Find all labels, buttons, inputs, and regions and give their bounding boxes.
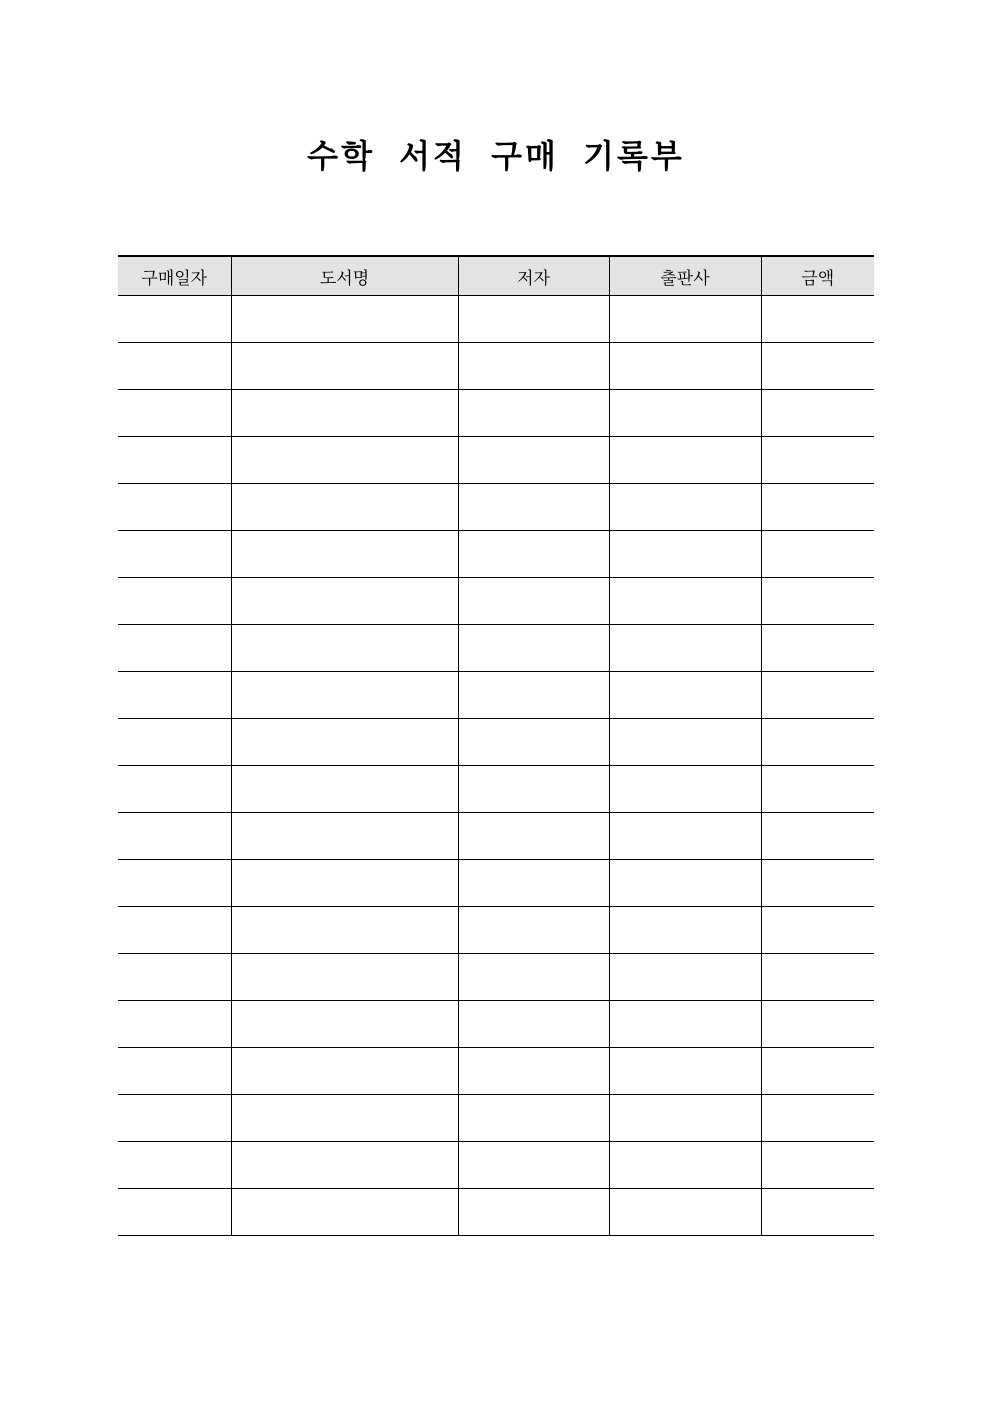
author-cell xyxy=(458,343,609,390)
author-cell xyxy=(458,1189,609,1236)
purchase-date-cell xyxy=(118,1142,231,1189)
table-row xyxy=(118,531,874,578)
table-row xyxy=(118,296,874,343)
author-cell xyxy=(458,860,609,907)
purchase-date-cell xyxy=(118,343,231,390)
purchase-date-cell xyxy=(118,390,231,437)
amount-cell xyxy=(761,437,874,484)
table-row xyxy=(118,1142,874,1189)
purchase-date-cell xyxy=(118,296,231,343)
table-row xyxy=(118,860,874,907)
book-title-cell xyxy=(231,437,458,484)
amount-cell xyxy=(761,1142,874,1189)
book-title-cell xyxy=(231,907,458,954)
book-title-cell xyxy=(231,625,458,672)
author-cell xyxy=(458,578,609,625)
publisher-cell xyxy=(609,296,761,343)
book-title-cell xyxy=(231,672,458,719)
publisher-cell xyxy=(609,813,761,860)
publisher-cell xyxy=(609,766,761,813)
table-row xyxy=(118,390,874,437)
amount-cell xyxy=(761,343,874,390)
purchase-date-cell xyxy=(118,860,231,907)
amount-cell xyxy=(761,813,874,860)
book-title-cell xyxy=(231,390,458,437)
book-title-cell xyxy=(231,719,458,766)
publisher-cell xyxy=(609,578,761,625)
publisher-cell xyxy=(609,907,761,954)
publisher-cell xyxy=(609,484,761,531)
purchase-date-cell xyxy=(118,531,231,578)
book-title-cell xyxy=(231,766,458,813)
author-cell xyxy=(458,437,609,484)
table-header-row xyxy=(118,256,874,296)
purchase-date-cell xyxy=(118,954,231,1001)
table-row xyxy=(118,766,874,813)
author-cell xyxy=(458,813,609,860)
book-title-cell xyxy=(231,484,458,531)
amount-cell xyxy=(761,296,874,343)
book-title-cell xyxy=(231,860,458,907)
author-cell xyxy=(458,296,609,343)
amount-cell xyxy=(761,390,874,437)
author-cell xyxy=(458,625,609,672)
table-row xyxy=(118,813,874,860)
column-header-amount: 금액 xyxy=(761,256,874,296)
table-row xyxy=(118,343,874,390)
purchase-date-cell xyxy=(118,437,231,484)
amount-cell xyxy=(761,719,874,766)
table-body xyxy=(118,296,874,1236)
page-title: 수학 서적 구매 기록부 xyxy=(307,137,685,175)
amount-cell xyxy=(761,578,874,625)
publisher-cell xyxy=(609,437,761,484)
purchase-date-cell xyxy=(118,625,231,672)
table-row xyxy=(118,719,874,766)
book-title-cell xyxy=(231,1048,458,1095)
author-cell xyxy=(458,390,609,437)
publisher-cell xyxy=(609,1048,761,1095)
table-row xyxy=(118,907,874,954)
purchase-date-cell xyxy=(118,719,231,766)
publisher-cell xyxy=(609,1001,761,1048)
table-row xyxy=(118,954,874,1001)
author-cell xyxy=(458,484,609,531)
column-header-author: 저자 xyxy=(458,256,609,296)
table-row xyxy=(118,1001,874,1048)
column-header-publisher: 출판사 xyxy=(609,256,761,296)
publisher-cell xyxy=(609,531,761,578)
column-header-purchase-date: 구매일자 xyxy=(118,256,231,296)
publisher-cell xyxy=(609,1095,761,1142)
publisher-cell xyxy=(609,1142,761,1189)
table-row xyxy=(118,672,874,719)
publisher-cell xyxy=(609,860,761,907)
purchase-date-cell xyxy=(118,1048,231,1095)
amount-cell xyxy=(761,766,874,813)
amount-cell xyxy=(761,625,874,672)
table-row xyxy=(118,484,874,531)
amount-cell xyxy=(761,1048,874,1095)
book-title-cell xyxy=(231,1189,458,1236)
publisher-cell xyxy=(609,719,761,766)
book-title-cell xyxy=(231,1142,458,1189)
author-cell xyxy=(458,672,609,719)
column-header-book-title: 도서명 xyxy=(231,256,458,296)
author-cell xyxy=(458,1001,609,1048)
purchase-date-cell xyxy=(118,1001,231,1048)
purchase-date-cell xyxy=(118,672,231,719)
amount-cell xyxy=(761,954,874,1001)
publisher-cell xyxy=(609,672,761,719)
publisher-cell xyxy=(609,343,761,390)
purchase-date-cell xyxy=(118,1095,231,1142)
table-row xyxy=(118,578,874,625)
author-cell xyxy=(458,1048,609,1095)
book-title-cell xyxy=(231,813,458,860)
book-title-cell xyxy=(231,578,458,625)
author-cell xyxy=(458,1142,609,1189)
amount-cell xyxy=(761,1001,874,1048)
purchase-date-cell xyxy=(118,1189,231,1236)
purchase-date-cell xyxy=(118,907,231,954)
purchase-date-cell xyxy=(118,578,231,625)
amount-cell xyxy=(761,1189,874,1236)
publisher-cell xyxy=(609,390,761,437)
purchase-date-cell xyxy=(118,484,231,531)
book-title-cell xyxy=(231,531,458,578)
book-title-cell xyxy=(231,1095,458,1142)
table-row xyxy=(118,1095,874,1142)
purchase-date-cell xyxy=(118,813,231,860)
amount-cell xyxy=(761,672,874,719)
author-cell xyxy=(458,766,609,813)
author-cell xyxy=(458,531,609,578)
amount-cell xyxy=(761,1095,874,1142)
author-cell xyxy=(458,954,609,1001)
author-cell xyxy=(458,1095,609,1142)
amount-cell xyxy=(761,531,874,578)
purchase-record-table xyxy=(118,255,874,1236)
table-row xyxy=(118,625,874,672)
amount-cell xyxy=(761,860,874,907)
author-cell xyxy=(458,907,609,954)
publisher-cell xyxy=(609,954,761,1001)
purchase-date-cell xyxy=(118,766,231,813)
amount-cell xyxy=(761,907,874,954)
publisher-cell xyxy=(609,625,761,672)
publisher-cell xyxy=(609,1189,761,1236)
book-title-cell xyxy=(231,1001,458,1048)
book-title-cell xyxy=(231,296,458,343)
table-row xyxy=(118,437,874,484)
book-title-cell xyxy=(231,954,458,1001)
table-row xyxy=(118,1189,874,1236)
table-row xyxy=(118,1048,874,1095)
book-title-cell xyxy=(231,343,458,390)
amount-cell xyxy=(761,484,874,531)
author-cell xyxy=(458,719,609,766)
